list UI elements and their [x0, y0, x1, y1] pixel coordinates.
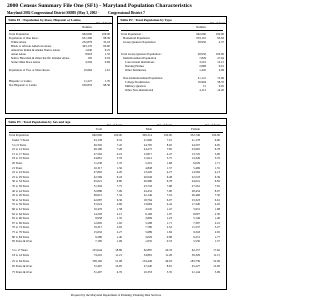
- row-male: 62,887: [143, 247, 152, 252]
- row-female: 21,178: [191, 138, 200, 142]
- row-total: 7,185: [95, 239, 102, 244]
- row-female-pct: 6.39: [214, 174, 220, 179]
- row-female: 23,323: [191, 197, 200, 202]
- row-total: 43,138: [93, 138, 102, 142]
- row-female-pct: 17.62: [213, 247, 220, 252]
- row-label: Group Quarters Population: [123, 40, 156, 44]
- row-male: 22,146: [143, 193, 152, 198]
- row-total: 14,203: [93, 211, 102, 216]
- row-pct: 98.30: [103, 83, 110, 87]
- table-p2: [117, 16, 227, 114]
- row-pct: 100.00: [101, 32, 110, 36]
- col-header-pct: Pct. of Total: [210, 21, 225, 25]
- row-male: 24,795: [143, 142, 152, 147]
- row-male: 20,980: [143, 179, 152, 184]
- row-label: Nursing Homes: [125, 64, 144, 68]
- row-female-pct: 6.61: [214, 197, 220, 202]
- row-male: 34,881: [143, 253, 152, 258]
- col-header-male-pct: Pct. of Total: [157, 123, 172, 127]
- row-female: 27,561: [191, 184, 200, 188]
- row-label: 50 to 54 Years: [12, 197, 30, 202]
- col-header-total: Total: [95, 127, 102, 131]
- table-p3-title: Table P3 : Total Population by Sex and Age: [6, 119, 226, 126]
- row-label: 18 to 19 Years: [12, 156, 30, 161]
- row-total-pct: 7.34: [116, 193, 122, 198]
- row-female: 22,523: [191, 174, 200, 179]
- row-pct: 100.00: [215, 52, 224, 56]
- row-total-pct: 4.69: [116, 202, 122, 207]
- row-total: 31,024: [93, 202, 102, 207]
- row-female: 183,736: [190, 258, 200, 263]
- row-male: 13,817: [143, 151, 152, 156]
- row-number: 3,516: [199, 60, 206, 64]
- row-pct: 95.63: [217, 36, 224, 40]
- row-total-pct: 4.20: [116, 170, 122, 175]
- row-male-pct: 6.78: [166, 179, 172, 184]
- row-female: 5,931: [193, 207, 200, 211]
- row-pct: 14.20: [217, 88, 224, 92]
- row-label: 20 Years: [12, 161, 23, 165]
- row-number: 4,112: [199, 88, 206, 92]
- row-label: Non-Institutionalized Population: [123, 76, 163, 80]
- row-total: 27,802: [93, 170, 102, 175]
- row-number: 4,594: [85, 60, 92, 64]
- row-number: 403,170: [82, 44, 92, 48]
- row-female: 13,249: [191, 156, 200, 161]
- row-label: Other Non-Institutional: [125, 88, 154, 92]
- header-rule: [9, 30, 109, 31]
- row-male: 10,353: [143, 269, 152, 274]
- row-total-pct: 2.27: [116, 230, 122, 234]
- row-total-pct: 1.56: [116, 165, 122, 170]
- row-label: 21 Years: [12, 165, 23, 170]
- row-female-pct: 3.76: [214, 156, 220, 161]
- row-female-pct: 12.82: [213, 264, 220, 269]
- row-label: White Alone: [11, 40, 27, 44]
- row-number: 7,829: [199, 56, 206, 60]
- row-female: 23,905: [191, 147, 200, 152]
- row-male: 24,432: [143, 188, 152, 193]
- row-female-pct: 2.30: [214, 211, 220, 216]
- row-label: 70 to 74 Years: [12, 225, 30, 230]
- row-male-pct: 6.48: [166, 174, 172, 179]
- row-pct: 72.96: [217, 76, 224, 80]
- row-female: 6,029: [193, 161, 200, 165]
- row-total-pct: 1.35: [116, 216, 122, 221]
- row-total: 49,302: [93, 142, 102, 147]
- row-label: Household Population: [123, 36, 150, 40]
- row-pct: 35.18: [103, 40, 110, 44]
- table-p1-title: Table P1 : Population by Race, Hispanic or Latino: [6, 17, 112, 24]
- row-number: 1,640: [85, 48, 92, 52]
- row-number: 651,396: [82, 36, 92, 40]
- row-female-pct: 7.81: [214, 184, 220, 188]
- row-label: Total Group Quarters Population :: [121, 52, 162, 56]
- row-label: Total Population :: [121, 32, 143, 36]
- row-total: 27,562: [93, 151, 102, 156]
- row-male: 4,848: [145, 165, 152, 170]
- row-total: 15,032: [93, 230, 102, 234]
- row-male-pct: 1.57: [166, 165, 172, 170]
- row-total-pct: 7.28: [116, 147, 122, 152]
- row-label: Not Hispanic or Latino: [9, 83, 37, 87]
- row-total: 74,210: [93, 253, 102, 258]
- row-total-pct: 1.70: [116, 161, 122, 165]
- row-female: 62,157: [191, 247, 200, 252]
- row-label: 62 to 64 Years: [12, 211, 30, 216]
- row-male: 5,298: [145, 220, 152, 225]
- row-female: 7,397: [193, 220, 200, 225]
- row-male: 27,240: [143, 264, 152, 269]
- row-number: 8,918: [85, 52, 92, 56]
- row-total-pct: 1.40: [116, 234, 122, 239]
- row-female-pct: 6.95: [214, 142, 220, 147]
- row-male: 7,780: [145, 225, 152, 230]
- row-label: 18 to 24 Years: [12, 253, 30, 258]
- col-header-total-pct: Pct. of Total: [107, 123, 122, 127]
- row-total: 8,958: [95, 216, 102, 221]
- row-pct: 4.37: [218, 40, 224, 44]
- row-label: Black or African American Alone: [11, 44, 52, 48]
- row-total-pct: 6.36: [116, 197, 122, 202]
- row-male-pct: 3.75: [166, 156, 172, 161]
- row-label: Population of One Race :: [9, 36, 40, 40]
- row-total-pct: 3.76: [116, 156, 122, 161]
- row-label: 40 to 44 Years: [12, 188, 30, 193]
- row-label: 10 to 14 Years: [12, 147, 30, 152]
- row-label: 60 to 61 Years: [12, 207, 30, 211]
- row-total: 48,180: [93, 147, 102, 152]
- row-female: 11,537: [191, 225, 200, 230]
- row-female-pct: 4.13: [214, 170, 220, 175]
- row-female-pct: 6.00: [214, 138, 220, 142]
- row-label: Population of Two or More Races: [9, 68, 50, 72]
- row-male-pct: 7.10: [166, 138, 172, 142]
- row-male-pct: 1.97: [166, 211, 172, 216]
- row-total-pct: 7.75: [116, 184, 122, 188]
- row-female-pct: 1.77: [214, 234, 220, 239]
- row-female-pct: 1.57: [214, 239, 220, 244]
- row-total: 338,182: [92, 258, 102, 263]
- row-total: 52,886: [93, 188, 102, 193]
- row-female-pct: 1.55: [214, 165, 220, 170]
- row-number: 16,994: [197, 80, 206, 84]
- row-label: 75 Years & Over: [12, 269, 33, 274]
- row-label: Asian Alone: [11, 52, 26, 56]
- row-label: 65 to 66 Years: [12, 216, 30, 221]
- table-p2-title: Table P2 : Total Population by Type: [118, 17, 226, 24]
- row-female: 5,469: [193, 165, 200, 170]
- row-male: 11,612: [143, 156, 152, 161]
- row-pct: 27.04: [217, 56, 224, 60]
- row-pct: 60.90: [103, 44, 110, 48]
- row-total: 48,612: [93, 193, 102, 198]
- row-total-pct: 7.45: [116, 142, 122, 147]
- row-label: 80 to 84 Years: [12, 234, 30, 239]
- row-number: 633,110: [196, 36, 206, 40]
- row-number: 195: [87, 56, 92, 60]
- table-p1: [5, 16, 113, 114]
- row-label: 75 to 79 Years: [12, 230, 30, 234]
- row-number: 662,060: [196, 32, 206, 36]
- row-male: 5,689: [145, 230, 152, 234]
- col-header-number: Number: [82, 25, 92, 29]
- row-label: 85 Years & Over: [12, 239, 33, 244]
- row-male-pct: 7.16: [166, 193, 172, 198]
- row-pct: 1.35: [104, 52, 110, 56]
- row-male-pct: 49.93: [165, 258, 172, 263]
- row-pct: 0.03: [104, 56, 110, 60]
- row-female-pct: 2.65: [214, 230, 220, 234]
- row-total: 72,467: [93, 264, 102, 269]
- row-pct: 1.70: [104, 79, 110, 83]
- row-male: 13,684: [143, 202, 152, 207]
- header-rule: [121, 30, 223, 31]
- row-label: Other Institutions: [125, 68, 147, 72]
- row-male-pct: 6.07: [166, 197, 172, 202]
- row-male: 309,314: [142, 133, 152, 137]
- row-label: Total Population: [9, 32, 29, 36]
- row-male: 21,960: [143, 138, 152, 142]
- row-male: 20,046: [143, 174, 152, 179]
- row-female-pct: 6.82: [214, 179, 220, 184]
- row-total-pct: 6.43: [116, 174, 122, 179]
- row-male-pct: 2.52: [166, 225, 172, 230]
- district-name: Congressional District 7: [108, 11, 145, 15]
- row-label: 67 to 69 Years: [12, 220, 30, 225]
- row-female: 28,454: [191, 188, 200, 193]
- row-label: Native Hawaiian & Other Pacific Islander Alone: [11, 56, 70, 60]
- row-female: 26,466: [191, 193, 200, 198]
- row-male-pct: 8.02: [166, 142, 172, 147]
- row-male-pct: 0.98: [166, 234, 172, 239]
- row-female-pct: 3.27: [214, 225, 220, 230]
- row-female: 17,340: [191, 202, 200, 207]
- row-female-pct: 7.50: [214, 193, 220, 198]
- row-total-pct: 4.76: [116, 269, 122, 274]
- row-female: 5,149: [193, 216, 200, 221]
- row-male-pct: 7.90: [166, 188, 172, 193]
- row-total-pct: 6.52: [116, 138, 122, 142]
- row-total-pct: 7.99: [116, 188, 122, 193]
- row-male-pct: 0.53: [166, 239, 172, 244]
- row-pct: 58.70: [217, 80, 224, 84]
- row-total-pct: 51.08: [115, 258, 122, 263]
- row-total-pct: 2.92: [116, 225, 122, 230]
- row-male-pct: 20.33: [165, 247, 172, 252]
- row-number: 28,950: [197, 40, 206, 44]
- row-label: 5 to 9 Years: [12, 142, 27, 147]
- row-total: 12,695: [93, 220, 102, 225]
- table-p3: [5, 118, 227, 290]
- row-pct: 12.15: [217, 60, 224, 64]
- row-female-pct: 4.92: [214, 202, 220, 207]
- row-pct: 9.91: [218, 64, 224, 68]
- row-total: 19,317: [93, 225, 102, 230]
- row-number: 232,879: [82, 40, 92, 44]
- row-male-pct: 3.35: [166, 269, 172, 274]
- row-male: 4,545: [145, 207, 152, 211]
- row-female: 8,097: [193, 211, 200, 216]
- row-female: 39,329: [191, 253, 200, 258]
- row-total: 125,044: [92, 247, 102, 252]
- row-male-pct: 4.42: [166, 202, 172, 207]
- row-female-pct: 11.15: [213, 253, 220, 258]
- row-female: 352,746: [190, 133, 200, 137]
- row-label: 35 to 39 Years: [12, 184, 30, 188]
- row-total-pct: 1.58: [116, 207, 122, 211]
- row-total-pct: 1.92: [116, 220, 122, 225]
- row-label: Hispanic or Latino: [9, 79, 32, 83]
- row-label: College Dormitories: [125, 80, 150, 84]
- row-number: 662,060: [82, 32, 92, 36]
- row-male-pct: 4.27: [166, 170, 172, 175]
- row-female-pct: 3.90: [214, 151, 220, 156]
- row-female-pct: 1.68: [214, 207, 220, 211]
- row-female: 24,507: [191, 142, 200, 147]
- row-label: Military Quarters: [125, 84, 146, 88]
- row-female: 21,144: [191, 269, 200, 274]
- col-header-pct: Pct. of Total: [96, 21, 111, 25]
- row-label: Under 5 Years: [12, 138, 30, 142]
- row-female-pct: 1.46: [214, 216, 220, 221]
- row-total-pct: 18.89: [115, 247, 122, 252]
- row-label: 45 to 49 Years: [12, 193, 30, 198]
- row-total: 662,060: [92, 133, 102, 137]
- row-male: 24,275: [143, 147, 152, 152]
- row-female-pct: 5.99: [214, 269, 220, 274]
- row-male: 6,106: [145, 211, 152, 216]
- row-male: 3,809: [145, 216, 152, 221]
- col-header-female: Female: [191, 127, 200, 131]
- row-number: 15: [203, 84, 206, 88]
- row-male-pct: 7.85: [166, 147, 172, 152]
- row-female: 9,343: [193, 230, 200, 234]
- row-male-pct: 100.00: [163, 133, 172, 137]
- row-label: 25 to 64 Years: [12, 258, 30, 263]
- row-male-pct: 7.68: [166, 184, 172, 188]
- row-male-pct: 1.23: [166, 216, 172, 221]
- row-total: 31,497: [93, 269, 102, 274]
- row-total-pct: 100.00: [113, 133, 122, 137]
- row-female-pct: 6.78: [214, 147, 220, 152]
- row-label: Institutionalized Population: [123, 56, 157, 60]
- row-female: 13,745: [191, 151, 200, 156]
- row-number: 21,121: [197, 76, 206, 80]
- row-male-pct: 1.47: [166, 207, 172, 211]
- row-pct: 4.99: [218, 68, 224, 72]
- row-pct: 100.00: [215, 32, 224, 36]
- row-male: 1,635: [145, 239, 152, 244]
- row-female: 24,041: [191, 179, 200, 184]
- footer-credit: Prepared by the Maryland Department of Planning, Planning Data Services: [70, 293, 162, 297]
- row-number: 10,664: [83, 68, 92, 72]
- row-female-pct: 52.09: [213, 258, 220, 263]
- row-label: Some Other Race Alone: [11, 60, 41, 64]
- row-total-pct: 6.80: [116, 179, 122, 184]
- row-male: 13,220: [143, 170, 152, 175]
- row-label: 55 to 59 Years: [12, 202, 30, 207]
- row-label: American Indian & Alaska Native Alone: [11, 48, 60, 52]
- row-male-pct: 1.84: [166, 230, 172, 234]
- row-male-pct: 1.68: [166, 161, 172, 165]
- row-male-pct: 8.81: [166, 264, 172, 269]
- row-male: 5,201: [145, 161, 152, 165]
- row-female: 6,251: [193, 234, 200, 239]
- row-total: 10,476: [93, 207, 102, 211]
- row-total: 51,304: [93, 184, 102, 188]
- row-male: 154,446: [142, 258, 152, 263]
- row-pct: 0.69: [104, 60, 110, 64]
- row-label: 30 to 34 Years: [12, 179, 30, 184]
- row-total-pct: 1.09: [116, 239, 122, 244]
- row-female-pct: 8.07: [214, 188, 220, 193]
- row-total-pct: 4.16: [116, 151, 122, 156]
- row-total-pct: 10.95: [115, 264, 122, 269]
- row-total: 9,280: [95, 234, 102, 239]
- row-pct: 0.05: [218, 84, 224, 88]
- row-number: 28,950: [197, 52, 206, 56]
- row-total-pct: 11.21: [115, 253, 122, 258]
- col-header-female-pct: Pct. of Total: [205, 123, 220, 127]
- row-total-pct: 2.15: [116, 211, 122, 216]
- row-number: 1,445: [199, 68, 206, 72]
- row-total: 42,087: [93, 197, 102, 202]
- row-male: 3,029: [145, 234, 152, 239]
- col-header-male: Male: [145, 127, 152, 131]
- row-total: 24,861: [93, 156, 102, 161]
- row-pct: 0.25: [104, 48, 110, 52]
- row-female-pct: 100.00: [211, 133, 220, 137]
- row-label: 15 to 17 Years: [12, 151, 30, 156]
- row-male: 18,764: [143, 197, 152, 202]
- row-male-pct: 11.28: [165, 253, 172, 258]
- row-total: 42,569: [93, 174, 102, 179]
- col-header-number: Number: [196, 25, 206, 29]
- row-label: 65 Years & Over: [12, 264, 33, 269]
- row-label: Total Population: [9, 133, 29, 137]
- row-male: 23,743: [143, 184, 152, 188]
- row-female-pct: 2.10: [214, 220, 220, 225]
- row-label: 5 to 17 Years: [12, 247, 28, 252]
- row-pct: 1.61: [104, 68, 110, 72]
- row-total: 45,021: [93, 179, 102, 184]
- district-subtitle: Maryland 2002 Congressional District SB805 (May 3, 2002 -: [7, 11, 100, 15]
- row-number: 11,227: [83, 79, 92, 83]
- row-female-pct: 1.71: [214, 161, 220, 165]
- row-female: 45,227: [191, 264, 200, 269]
- row-label: Correctional Institutions: [125, 60, 155, 64]
- row-label: 25 to 29 Years: [12, 174, 30, 179]
- row-number: 650,833: [82, 83, 92, 87]
- row-male-pct: 4.47: [166, 151, 172, 156]
- row-number: 2,868: [199, 64, 206, 68]
- row-total: 11,230: [93, 161, 102, 165]
- row-total: 10,317: [93, 165, 102, 170]
- row-female: 14,582: [191, 170, 200, 175]
- row-male-pct: 1.71: [166, 220, 172, 225]
- row-female: 5,550: [193, 239, 200, 244]
- page-title: 2000 Census Summary File One (SF1) - Maryland Population Characteristics: [7, 3, 192, 9]
- row-label: 22 to 24 Years: [12, 170, 30, 175]
- row-pct: 98.39: [103, 36, 110, 40]
